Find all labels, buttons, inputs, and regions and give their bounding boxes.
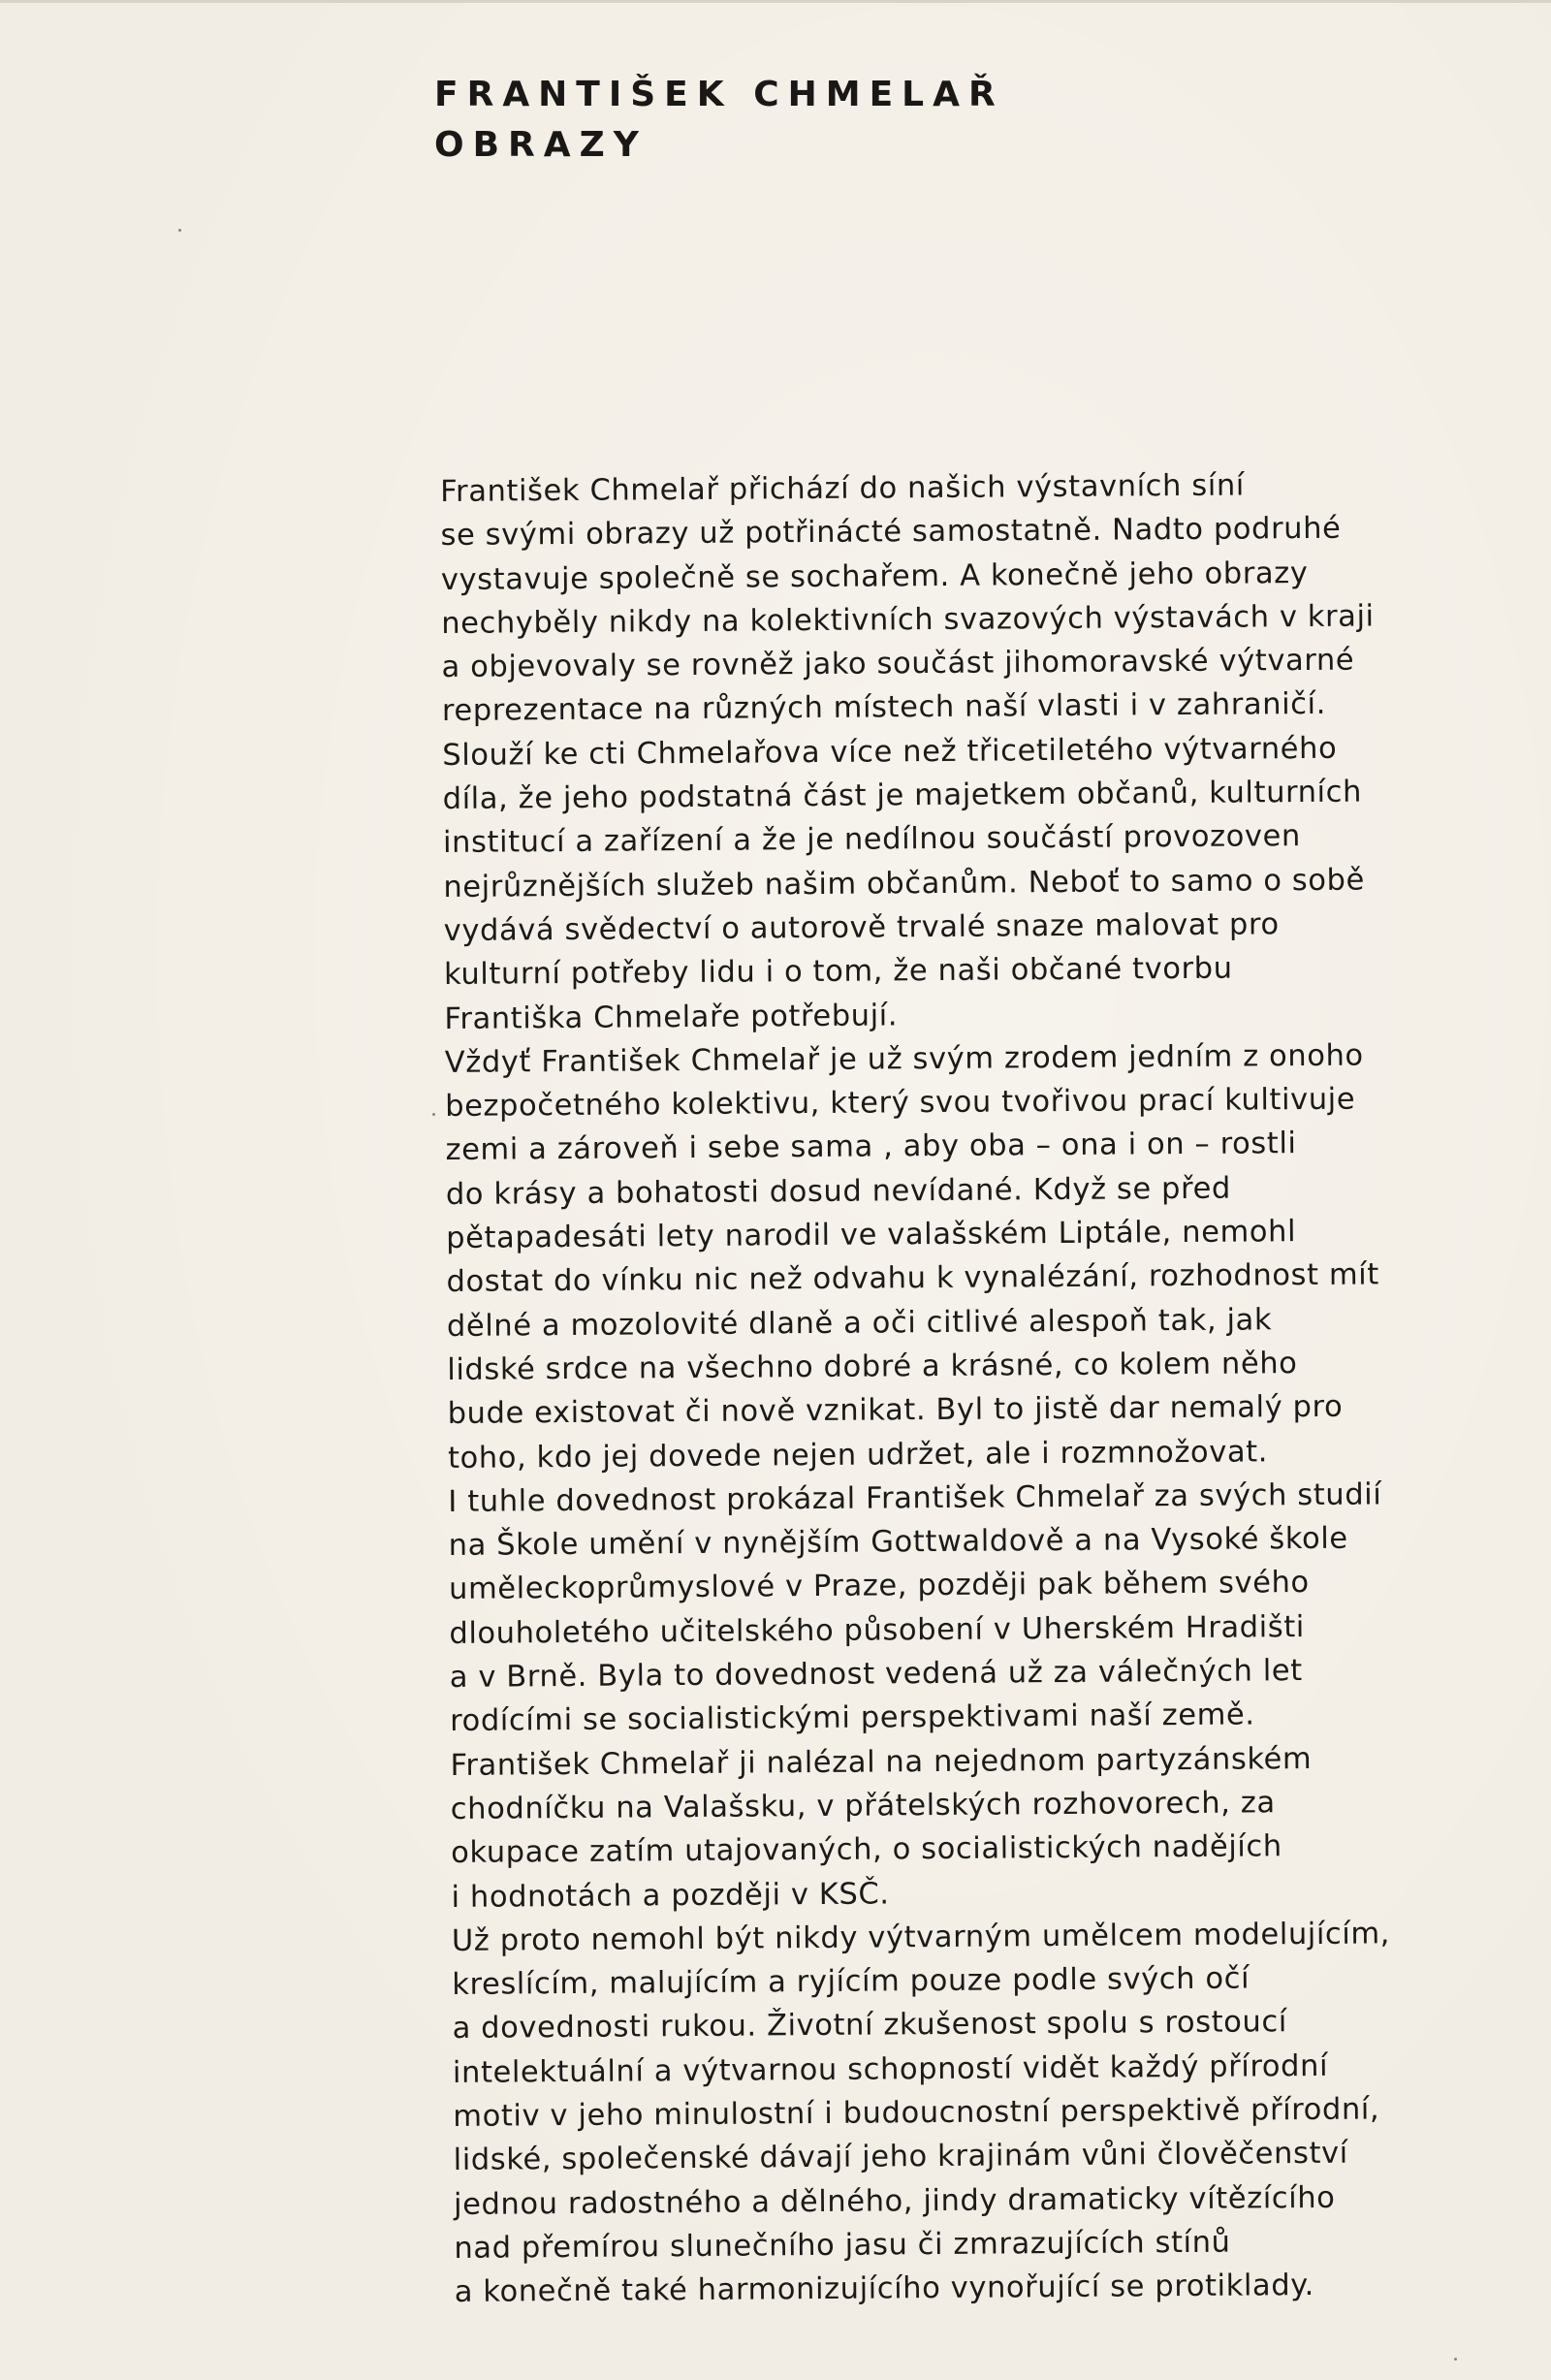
text-line: Vždyť František Chmelař je už svým zrodem jedním z onoho [444, 1038, 1364, 1080]
text-line: pětapadesáti lety narodil ve valašském Liptále, nemohl [446, 1215, 1297, 1256]
text-line: kulturní potřeby lidu i o tom, že naši občané tvorbu [443, 951, 1233, 993]
text-line: se svými obrazy už potřinácté samostatně. Nadto podruhé [440, 511, 1342, 554]
title-block [434, 70, 1004, 171]
text-line: i hodnotách a později v KSČ. [451, 1876, 890, 1915]
body-text [440, 462, 1502, 2315]
text-line: toho, kdo jej dovede nejen udržet, ale i rozmnožovat. [447, 1434, 1269, 1476]
paper-speck [1454, 2358, 1457, 2361]
text-line: nechyběly nikdy na kolektivních svazových výstavách v kraji [441, 599, 1375, 641]
text-line: nad přemírou slunečního jasu či zmrazujících stínů [454, 2225, 1231, 2266]
author-name: FRANTIŠEK CHMELAŘ [434, 75, 1004, 114]
text-line: vydává svědectví o autorově trvalé snaze malovat pro [443, 907, 1280, 948]
text-line: lidské srdce na všechno dobré a krásné, co kolem něho [447, 1347, 1298, 1387]
text-line: bezpočetného kolektivu, který svou tvořivou prací kultivuje [445, 1082, 1356, 1125]
text-line: a objevovaly se rovněž jako součást jihomoravské výtvarné [441, 643, 1355, 685]
text-line: díla, že jeho podstatná část je majetkem občanů, kulturních [442, 775, 1363, 817]
text-line: Františka Chmelaře potřebují. [444, 998, 899, 1036]
text-line: rodícími se socialistickými perspektivami naší země. [450, 1698, 1255, 1739]
text-line: jednou radostného a dělného, jindy dramaticky vítězícího [453, 2180, 1336, 2222]
text-line: chodníčku na Valašsku, v přátelských rozhovorech, za [450, 1786, 1276, 1826]
text-line: Už proto nemohl být nikdy výtvarným umělcem modelujícím, [451, 1917, 1391, 1958]
text-line: dostat do vínku nic než odvahu k vynalézání, rozhodnost mít [446, 1257, 1380, 1300]
text-line: bude existovat či nově vznikat. Byl to jistě dar nemalý pro [447, 1389, 1344, 1432]
text-line: zemi a zároveň i sebe sama , aby oba – ona i on – rostli [445, 1127, 1297, 1168]
text-line: intelektuální a výtvarnou schopností vidět každý přírodní [452, 2048, 1329, 2090]
text-line: motiv v jeho minulostní i budoucnostní perspektivě přírodní, [453, 2092, 1380, 2134]
text-line: Slouží ke cti Chmelařova více než třicetiletého výtvarného [442, 731, 1338, 773]
text-line: reprezentace na různých místech naší vlasti i v zahraničí. [441, 687, 1327, 729]
text-line: a v Brně. Byla to dovednost vedená už za válečných let [449, 1654, 1303, 1695]
text-line: kreslícím, malujícím a ryjícím pouze podle svých očí [452, 1961, 1250, 2003]
text-line: a dovednosti rukou. Životní zkušenost spolu s rostoucí [452, 2005, 1287, 2047]
text-line: na Škole umění v nynějším Gottwaldově a na Vysoké škole [448, 1521, 1348, 1564]
text-line: do krásy a bohatosti dosud nevídané. Když se před [445, 1171, 1231, 1212]
text-line: vystavuje společně se sochařem. A konečně jeho obrazy [440, 555, 1309, 597]
text-line: František Chmelař ji nalézal na nejednom partyzánském [450, 1741, 1313, 1783]
page-top-edge [0, 0, 1551, 3]
text-line: dělné a mozolovité dlaně a oči citlivé alespoň tak, jak [446, 1302, 1273, 1344]
text-line: I tuhle dovednost prokázal František Chmelař za svých studií [448, 1477, 1382, 1519]
text-line: nejrůznějších služeb našim občanům. Neboť to samo o sobě [443, 863, 1366, 904]
text-line: a konečně také harmonizujícího vynořující se protiklady. [454, 2269, 1314, 2310]
text-line: okupace zatím utajovaných, o socialistických nadějích [451, 1829, 1282, 1871]
text-line: uměleckoprůmyslové v Praze, později pak během svého [448, 1566, 1310, 1607]
paper-speck [432, 1113, 435, 1116]
text-line: institucí a zařízení a že je nedílnou součástí provozoven [442, 819, 1302, 861]
text-line: dlouholetého učitelského působení v Uherském Hradišti [449, 1609, 1306, 1651]
paper-speck [178, 229, 181, 232]
document-subtitle: OBRAZY [434, 125, 648, 165]
text-line: lidské, společenské dávají jeho krajinám vůni člověčenství [453, 2136, 1348, 2178]
text-line: František Chmelař přichází do našich výstavních síní [440, 468, 1246, 509]
